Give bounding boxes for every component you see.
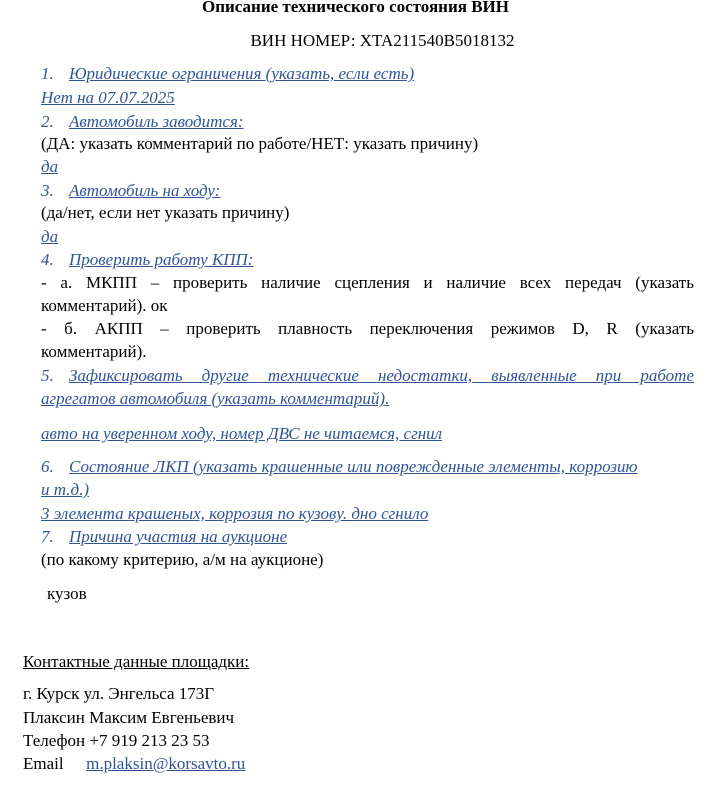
item-1-heading: 1. Юридические ограничения (указать, если есть) (41, 64, 415, 83)
item-7-hint: (по какому критерию, а/м на аукционе) (41, 550, 324, 569)
item-4-line-a-cont: комментарий). ок (41, 296, 168, 315)
item-5-heading-cont: агрегатов автомобиля (указать комментарий). (41, 389, 390, 408)
contacts-phone: Телефон +7 919 213 23 53 (23, 731, 210, 750)
email-link[interactable]: m.plaksin@korsavto.ru (86, 754, 246, 773)
answer-7: кузов (47, 584, 87, 603)
document-title: Описание технического состояния ВИН (201, 0, 509, 16)
contacts-email-row (23, 753, 245, 775)
contacts-heading: Контактные данные площадки: (23, 652, 250, 671)
item-7-heading: 7. Причина участия на аукционе (41, 527, 288, 546)
item-6-heading-cont: и т.д.) (41, 480, 89, 499)
answer-5: авто на уверенном ходу, номер ДВС не читаемся, сгнил (41, 424, 443, 443)
item-2-hint: (ДА: указать комментарий по работе/НЕТ: указать причину) (41, 134, 479, 153)
answer-1: Нет на 07.07.2025 (41, 88, 175, 107)
item-4-line-a: - а. МКПП – проверить наличие сцепления и наличие всех передач (указать (41, 273, 694, 292)
item-4-line-b: - б. АКПП – проверить плавность переключения режимов D, R (указать (41, 319, 694, 338)
item-2-heading: 2. Автомобиль заводится: (41, 112, 244, 131)
contacts-address: г. Курск ул. Энгельса 173Г (23, 684, 215, 703)
answer-2: да (41, 157, 59, 176)
item-3-hint: (да/нет, если нет указать причину) (41, 203, 290, 222)
item-6-heading: 6. Состояние ЛКП (указать крашенные или поврежденные элементы, коррозию (41, 457, 638, 476)
item-3-heading: 3. Автомобиль на ходу: (41, 181, 221, 200)
contacts-person: Плаксин Максим Евгеньевич (23, 708, 235, 727)
item-5-heading: 5. Зафиксировать другие технические недостатки, выявленные при работе (41, 366, 694, 385)
vin-number: ВИН НОМЕР: XTA211540B5018132 (250, 31, 515, 50)
answer-3: да (41, 227, 59, 246)
email-label: Email (23, 754, 64, 773)
item-4-line-b-cont: комментарий). (41, 342, 147, 361)
item-4-heading: 4. Проверить работу КПП: (41, 250, 254, 269)
answer-6: 3 элемента крашеных, коррозия по кузову. дно сгнило (41, 504, 429, 523)
